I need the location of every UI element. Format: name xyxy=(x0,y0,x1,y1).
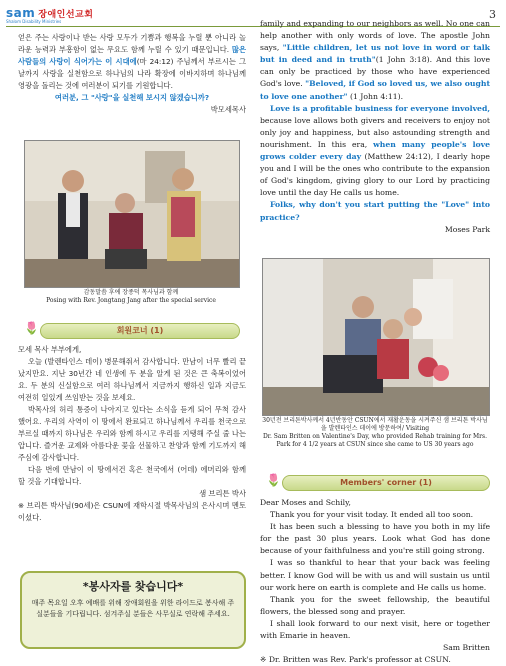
page-number: 3 xyxy=(489,8,496,21)
right-closing-question: Folks, why don't you start putting the "Love" into practice? xyxy=(260,200,490,222)
signature-britten-korean: 샘 브리튼 박사 xyxy=(199,489,246,498)
right-paragraph-1: family and expanding to our neighbors as well. No one can help another with only words of love. The apostle John says, "Little children, let us not love in word or talk but in deed and in truth"(1 John 3:18). And this love can only be practiced by those who have experienced God's love. "Beloved, if God so loved us, we also ought to love one another" (1 John 4:11). xyxy=(260,19,491,101)
note-english: ※ Dr. Britten was Rev. Park's professor at CSUN. xyxy=(260,655,451,665)
letter-paragraph-2-korean: 박목사의 허리 통증이 나아지고 있다는 소식을 듣게 되어 무척 감사했어요. 우리의 사역이 이 땅에서 완료되고 하나님께서 우리를 천국으로 부르실 때까지 하나님은 우리와 함께 하시고 우리를 지탱해 주실 줄 나는 압니다. 즐거운 교제와 아름다운 꽃을 선물하고 찬양과 함께 기도까지 해 주심에 감사합니다. xyxy=(18,405,246,462)
photo2-caption xyxy=(262,417,488,449)
photo2-caption-english: Dr. Sam Britten on Valentine's Day, who provided Rehab training for Mrs. Park for 4 1/2 years at CSUN since she came to US 30 years ago xyxy=(262,433,488,448)
photo1-caption xyxy=(24,289,238,305)
letter-paragraph-1-korean: 오늘 (발렌타인스 데이) 병문해줘서 감사합니다. 만남이 너무 빨리 끝났지만요. 지난 30년간 네 인생에 두 분을 알게 된 것은 큰 축복이었어요. 두 분의 신실함으로 여러 하나님께서 지금까지 행하신 일과 지금도 여전히 일있게 쓰임받는 것을 보세요. xyxy=(18,357,246,402)
volunteer-wanted-box xyxy=(20,571,246,649)
flower-icon: 🌷 xyxy=(24,321,39,335)
photo-visiting-dr-britten xyxy=(262,258,490,416)
note-korean: ※ 브리튼 박사님(90세)은 CSUN에 재학시절 박목사님의 은사시며 멘토이셨다. xyxy=(18,501,246,522)
banner-label-english: Members' corner (1) xyxy=(340,478,432,487)
photo-with-rev-jang xyxy=(24,140,240,288)
left-paragraph-1: 얻은 주는 사랑이나 받는 사랑 모두가 기쁨과 행복을 누릴 뿐 아니라 놀라운 능력과 부흥함이 없는 무요도 함께 누릴 수 있기 때문입니다. 많은 사람들의 사랑이 식어가는 이 시대에(마 24:12) 주님께서 부르시는 그 날까지 사랑을 실천함으로 하나님의 나라 확장에 이바지하며 하나님께 영광을 돌리는 것에 여러분이 되기를 기원합니다. xyxy=(18,33,246,90)
letter-greeting-english: Dear Moses and Schily, xyxy=(260,498,351,507)
flower-icon-right: 🌷 xyxy=(266,473,281,487)
right-intro-text xyxy=(260,18,490,236)
photo1-caption-korean: 감동말씀 후에 장종덕 목사님과 함께 xyxy=(83,289,179,296)
banner-label: 회원코너 (1) xyxy=(116,326,164,335)
members-corner-banner-english xyxy=(282,475,490,491)
volunteer-box-text: 매주 목요일 오후 예배를 위해 장애회원을 위한 라이드로 봉사해 주실분들을 기다립니다. 섬겨주실 분들은 사무실로 연락해 주세요. xyxy=(31,599,235,618)
logo-korean: 장애인선교회 xyxy=(38,10,94,20)
logo-text: sam xyxy=(6,6,36,20)
left-closing-question: 여러분, 그 "사랑"을 실천해 보시지 않겠습니까? xyxy=(54,93,210,102)
signature-britten-english: Sam Britten xyxy=(442,643,490,653)
letter-paragraph-3-korean: 다음 번에 만남이 이 땅에서건 혹은 천국에서 (어데) 에머리와 함께 할 것을 기대합니다. xyxy=(18,465,246,486)
left-letter-text xyxy=(18,344,246,524)
signature-moses-english: Moses Park xyxy=(444,224,490,234)
letter-line-3: I was so thankful to hear that your back was feeling better. I know God will be with us and will sustain us until our work here on earth is complete and He calls us home. xyxy=(260,558,490,592)
letter-line-4: Thank you for the sweet fellowship, the beautiful flowers, the blessed song and prayer. xyxy=(260,594,490,616)
letter-greeting-korean: 모세 목사 부부에게, xyxy=(18,345,82,354)
photo2-illustration xyxy=(263,259,489,415)
ministry-logo xyxy=(6,6,93,20)
right-paragraph-2: Love is a profitable business for everyone involved, because love allows both givers and receivers to enjoy not only joy and happiness, but also astounding strength and nourishment. In this era, when many people's love grows colder every day (Matthew 24:12), I dearly hope you and I will be the ones who contribute to the expansion of God's kingdom, giving glory to our Lord by practicing love until the day He calls us home. xyxy=(260,103,490,198)
photo-illustration xyxy=(25,141,239,287)
volunteer-box-title: *봉사자를 찾습니다* xyxy=(82,580,184,593)
signature-moses-korean: 박모세목사 xyxy=(210,105,246,114)
letter-line-2: It has been such a blessing to have you both in my life for the past 30 plus years. Look what God has done because of your faithfulness and you're still going strong. xyxy=(260,522,490,556)
photo1-caption-english: Posing with Rev. Jongtang Jang after the special service xyxy=(46,297,216,304)
members-corner-banner-korean xyxy=(40,323,240,339)
right-letter-text xyxy=(260,497,490,666)
left-intro-text xyxy=(18,32,246,116)
photo2-caption-korean: 30년전 브리튼박사께서 4년반동안 CSUN에서 재활운동을 시켜주신 샘 브리튼 박사님을 발렌타인스 데이에 방문하여/ Visiting xyxy=(262,417,488,432)
logo-subtitle: Shalom Disability Ministries xyxy=(6,19,62,24)
letter-line-5: I shall look forward to our next visit, here or together with Emarie in heaven. xyxy=(260,618,490,641)
letter-line-1: Thank you for your visit today. It ended all too soon. xyxy=(270,510,474,520)
